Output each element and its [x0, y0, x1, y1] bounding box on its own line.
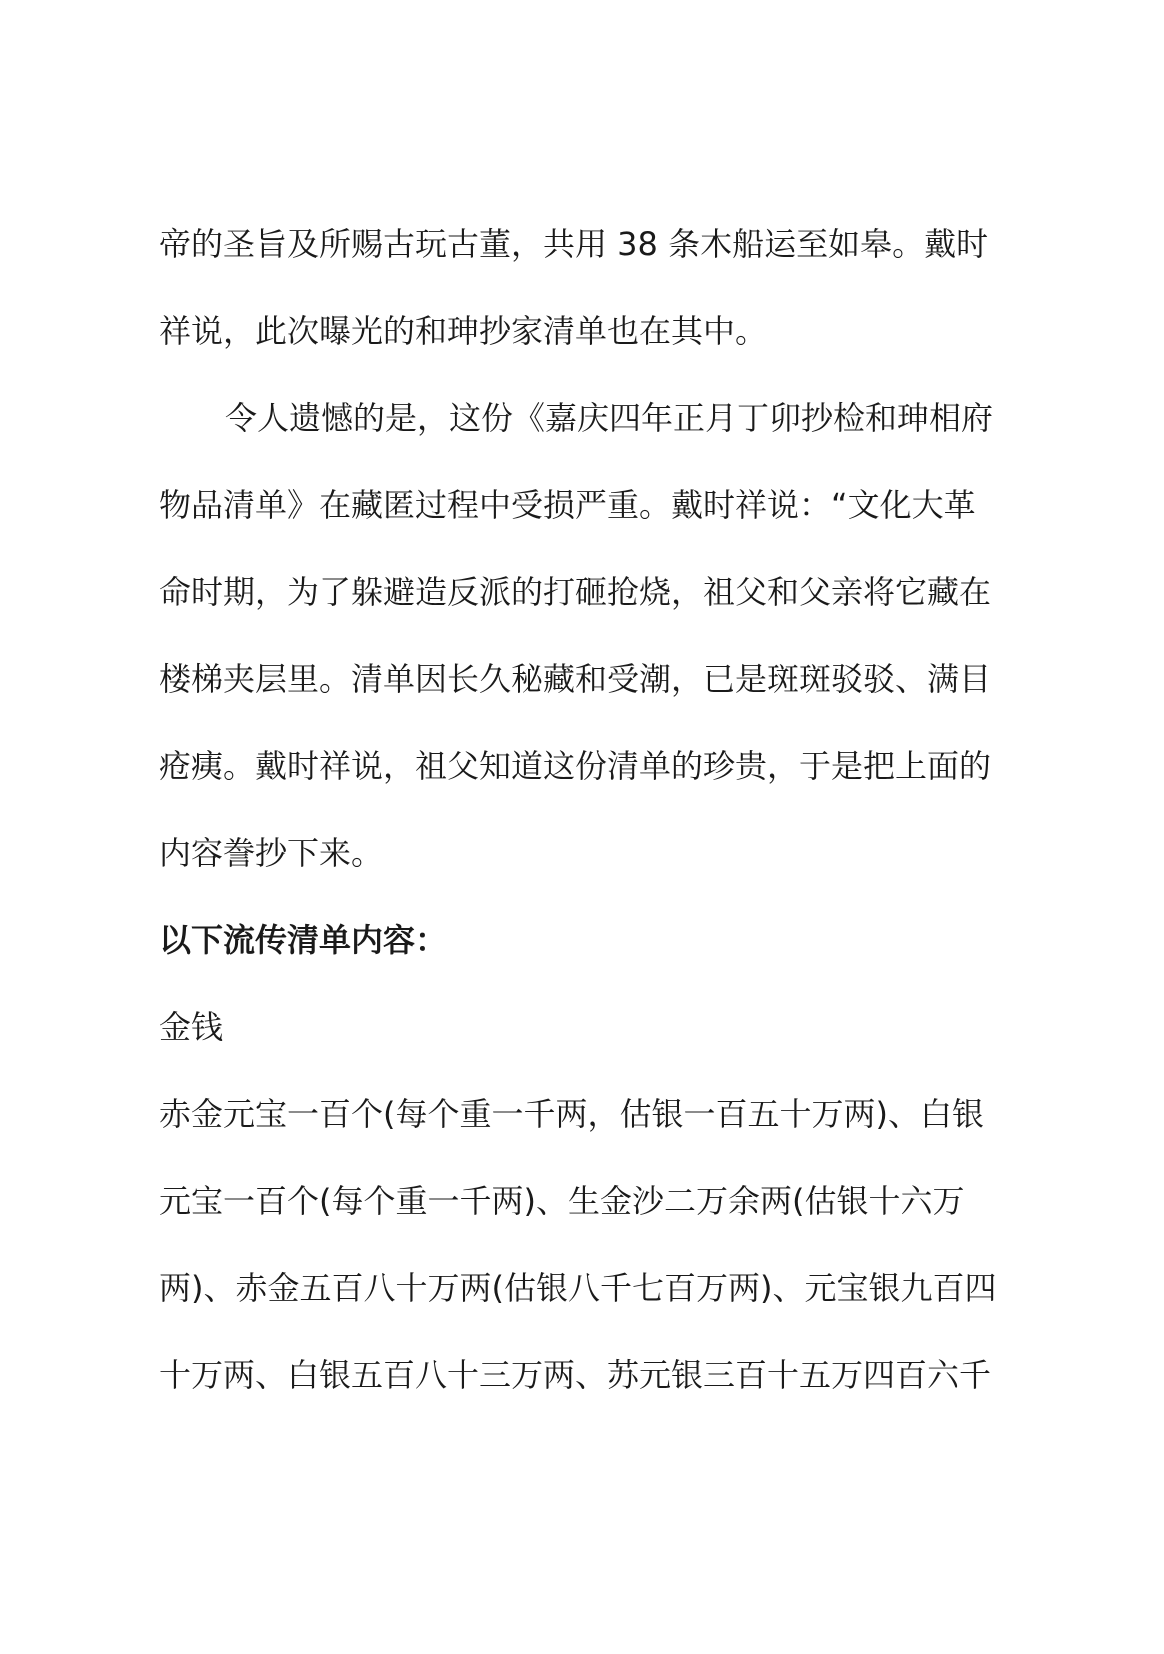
- text-line: 元宝一百个(每个重一千两)、生金沙二万余两(估银十六万: [159, 1182, 965, 1220]
- paragraph-list-damage: [159, 393, 1017, 915]
- text-line: 祥说，此次曝光的和珅抄家清单也在其中。: [159, 312, 768, 350]
- text-line: 帝的圣旨及所赐古玩古董，共用 38 条木船运至如皋。戴时: [159, 225, 989, 263]
- paragraph-intro-continuation: [159, 219, 1017, 393]
- text-line: 楼梯夹层里。清单因长久秘藏和受潮，已是斑斑驳驳、满目: [159, 660, 992, 698]
- document-body: [159, 219, 1017, 1437]
- text-line: 令人遗憾的是，这份《嘉庆四年正月丁卯抄检和珅相府: [225, 399, 994, 437]
- text-line: 疮痍。戴时祥说，祖父知道这份清单的珍贵，于是把上面的: [159, 747, 992, 785]
- text-line: 命时期，为了躲避造反派的打砸抢烧，祖父和父亲将它藏在: [159, 573, 992, 611]
- text-line: 内容誊抄下来。: [159, 834, 384, 872]
- text-line: 两)、赤金五百八十万两(估银八千七百万两)、元宝银九百四: [159, 1269, 997, 1307]
- subheading-money: 金钱: [159, 1008, 224, 1046]
- section-heading: 以下流传清单内容：: [159, 921, 448, 959]
- paragraph-money-list: [159, 1089, 1017, 1437]
- text-line: 十万两、白银五百八十三万两、苏元银三百十五万四百六千: [159, 1356, 992, 1394]
- text-line: 物品清单》在藏匿过程中受损严重。戴时祥说：“文化大革: [159, 486, 976, 524]
- text-line: 赤金元宝一百个(每个重一千两，估银一百五十万两)、白银: [159, 1095, 984, 1133]
